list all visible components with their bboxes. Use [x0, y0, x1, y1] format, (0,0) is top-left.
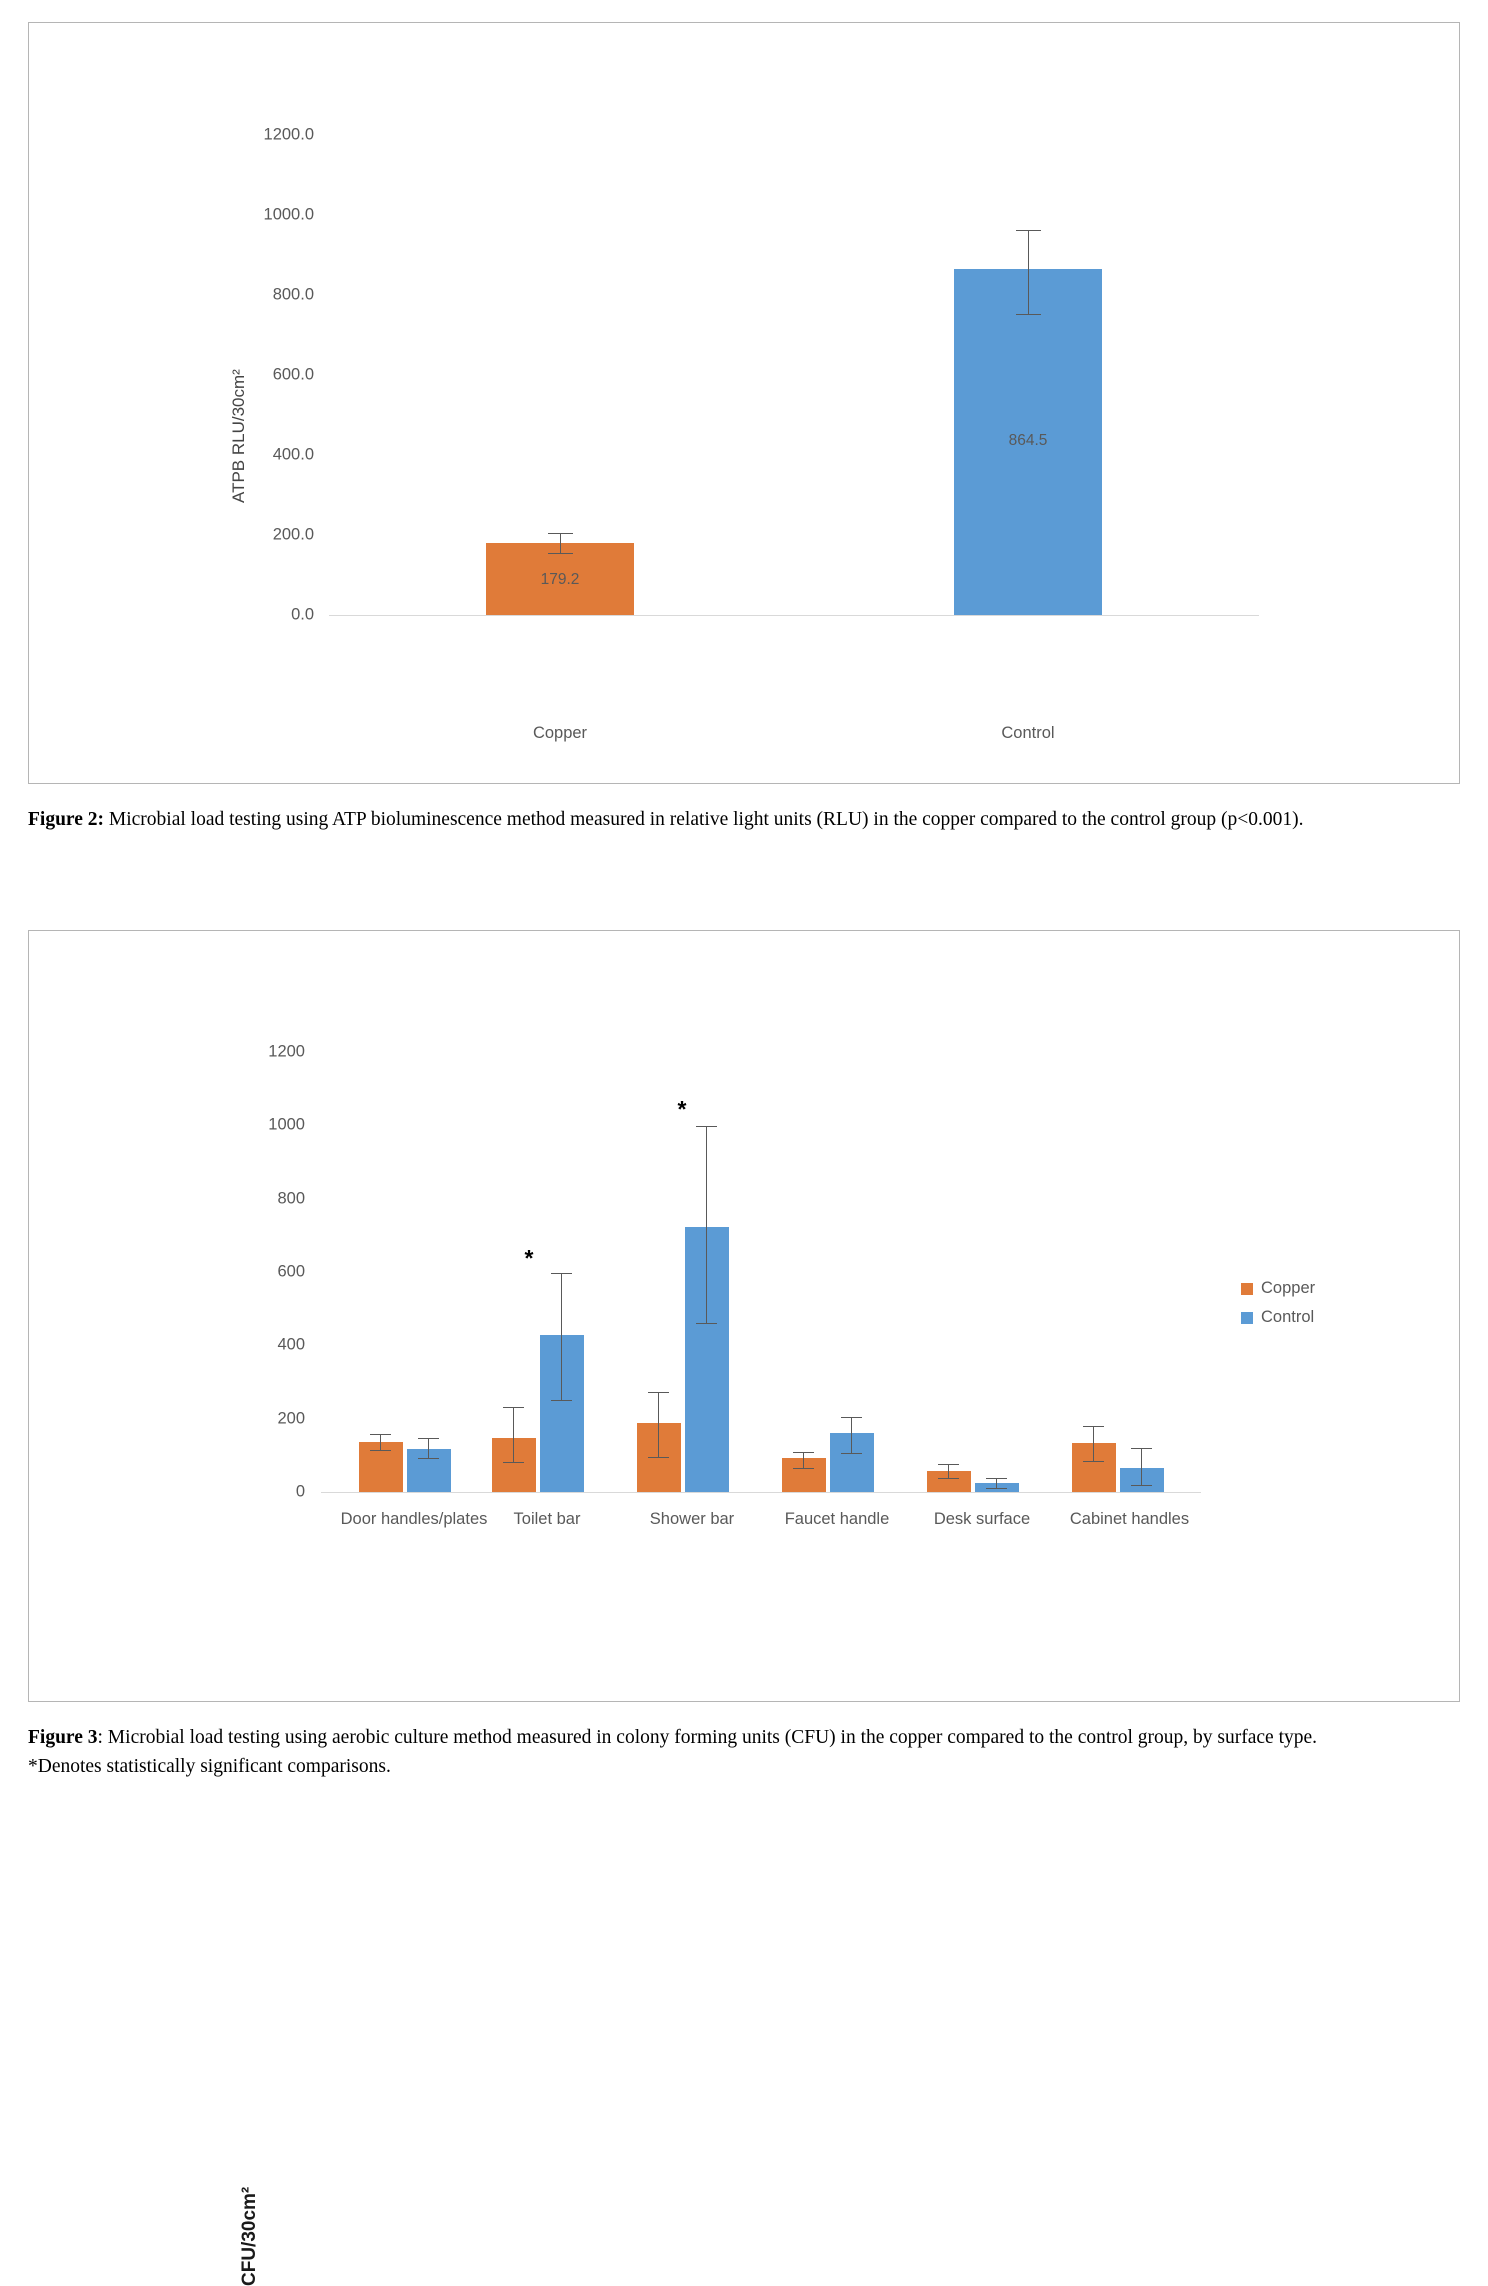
error-cap-top: [1016, 230, 1041, 231]
figure-2-caption-label: Figure 2:: [28, 809, 105, 830]
bar-control: [407, 1449, 451, 1492]
bar-value-label: 864.5: [1008, 432, 1048, 449]
figure-3-caption: [28, 1724, 1460, 1781]
y-axis-title: CFU/30cm²: [239, 2187, 260, 2286]
legend-item-copper: [1241, 1279, 1315, 1298]
bar-control: [540, 1335, 584, 1492]
x-category-label: Door handles/plates: [340, 1510, 488, 1529]
error-cap-bottom: [370, 1450, 391, 1451]
y-tick-label: 400.0: [272, 445, 314, 464]
error-cap-bottom: [1016, 314, 1041, 315]
error-bar-copper: [658, 1392, 659, 1457]
bar-copper: [782, 1458, 826, 1492]
bar-control: [1120, 1468, 1164, 1492]
bar-copper: [927, 1471, 971, 1492]
significance-star: *: [677, 1096, 687, 1123]
error-cap-top: [370, 1434, 391, 1435]
y-tick-label: 800.0: [272, 285, 314, 304]
error-cap-bottom: [648, 1457, 669, 1458]
y-axis-title: ATPB RLU/30cm²: [229, 369, 248, 503]
error-cap-top: [648, 1392, 669, 1393]
figure-2-caption-text: Microbial load testing using ATP bioluminescence method measured in relative light units (RLU) in the copper compared to the control group (p<0.001).: [104, 809, 1304, 830]
x-axis-line: [321, 1492, 1201, 1493]
bar-control: [954, 269, 1102, 615]
figure-3-caption-note: *Denotes statistically significant comparisons.: [28, 1755, 391, 1777]
error-bar-copper: [380, 1434, 381, 1450]
error-bar-copper: [803, 1452, 804, 1468]
error-cap-bottom: [696, 1323, 717, 1324]
legend-item-control: [1241, 1308, 1315, 1327]
bar-value-label: 179.2: [540, 571, 580, 588]
error-bar-control: [996, 1478, 997, 1488]
error-bar-control: [1028, 230, 1029, 314]
error-bar-control: [1141, 1448, 1142, 1485]
error-cap-bottom: [793, 1468, 814, 1469]
error-cap-top: [986, 1478, 1007, 1479]
legend-swatch-icon: [1241, 1312, 1253, 1324]
figure-3-caption-label: Figure 3: [28, 1727, 98, 1749]
error-bar-copper: [1093, 1426, 1094, 1461]
significance-star: *: [524, 1245, 534, 1272]
bar-control: [685, 1227, 729, 1492]
error-cap-top: [793, 1452, 814, 1453]
error-cap-bottom: [986, 1488, 1007, 1489]
y-tick-label: 200: [277, 1409, 305, 1428]
error-cap-bottom: [938, 1478, 959, 1479]
x-category-label: Desk surface: [933, 1510, 1031, 1529]
error-cap-bottom: [548, 553, 573, 554]
legend-swatch-icon: [1241, 1283, 1253, 1295]
error-cap-top: [548, 533, 573, 534]
y-tick-label: 800: [277, 1189, 305, 1208]
error-cap-top: [696, 1126, 717, 1127]
figure-2-caption: [28, 806, 1460, 834]
figure-2-frame: [28, 22, 1460, 784]
x-category-label: Copper: [532, 724, 588, 742]
y-tick-label: 200.0: [272, 525, 314, 544]
y-tick-label: 1200: [268, 1042, 305, 1061]
error-cap-top: [551, 1273, 572, 1274]
y-tick-label: 600: [277, 1262, 305, 1281]
x-category-label: Control: [1001, 724, 1055, 742]
x-axis-line: [329, 615, 1259, 616]
error-cap-top: [503, 1407, 524, 1408]
error-cap-bottom: [841, 1453, 862, 1454]
error-bar-control: [706, 1126, 707, 1323]
atp-bar-chart: [29, 23, 1459, 783]
error-bar-control: [428, 1438, 429, 1458]
bar-copper: [492, 1438, 536, 1492]
error-cap-bottom: [551, 1400, 572, 1401]
error-cap-bottom: [1131, 1485, 1152, 1486]
error-bar-copper: [560, 533, 561, 553]
x-category-label: Shower bar: [649, 1510, 735, 1529]
y-tick-label: 1200.0: [263, 125, 314, 144]
x-category-label: Cabinet handles: [1069, 1510, 1190, 1529]
y-tick-label: 400: [277, 1335, 305, 1354]
x-category-label: Toilet bar: [513, 1510, 581, 1529]
y-tick-label: 1000: [268, 1115, 305, 1134]
x-category-label: Faucet handle: [784, 1510, 890, 1529]
error-bar-control: [851, 1417, 852, 1453]
chart-legend: [1241, 1279, 1315, 1337]
y-tick-label: 1000.0: [263, 205, 314, 224]
bar-copper: [1072, 1443, 1116, 1492]
error-cap-top: [938, 1464, 959, 1465]
error-bar-control: [561, 1273, 562, 1400]
legend-label: Control: [1261, 1308, 1315, 1327]
error-cap-bottom: [1083, 1461, 1104, 1462]
y-tick-label: 0.0: [291, 605, 314, 624]
legend-label: Copper: [1261, 1279, 1316, 1298]
error-bar-copper: [948, 1464, 949, 1478]
y-tick-label: 600.0: [272, 365, 314, 384]
error-cap-bottom: [503, 1462, 524, 1463]
error-cap-top: [841, 1417, 862, 1418]
error-cap-top: [1083, 1426, 1104, 1427]
error-bar-copper: [513, 1407, 514, 1462]
figure-3-caption-text: : Microbial load testing using aerobic culture method measured in colony forming units (CFU) in the copper compared to the control group, by surface type.: [97, 1727, 1318, 1749]
error-cap-top: [1131, 1448, 1152, 1449]
y-tick-label: 0: [295, 1482, 305, 1501]
bar-control: [830, 1433, 874, 1492]
error-cap-top: [418, 1438, 439, 1439]
error-cap-bottom: [418, 1458, 439, 1459]
